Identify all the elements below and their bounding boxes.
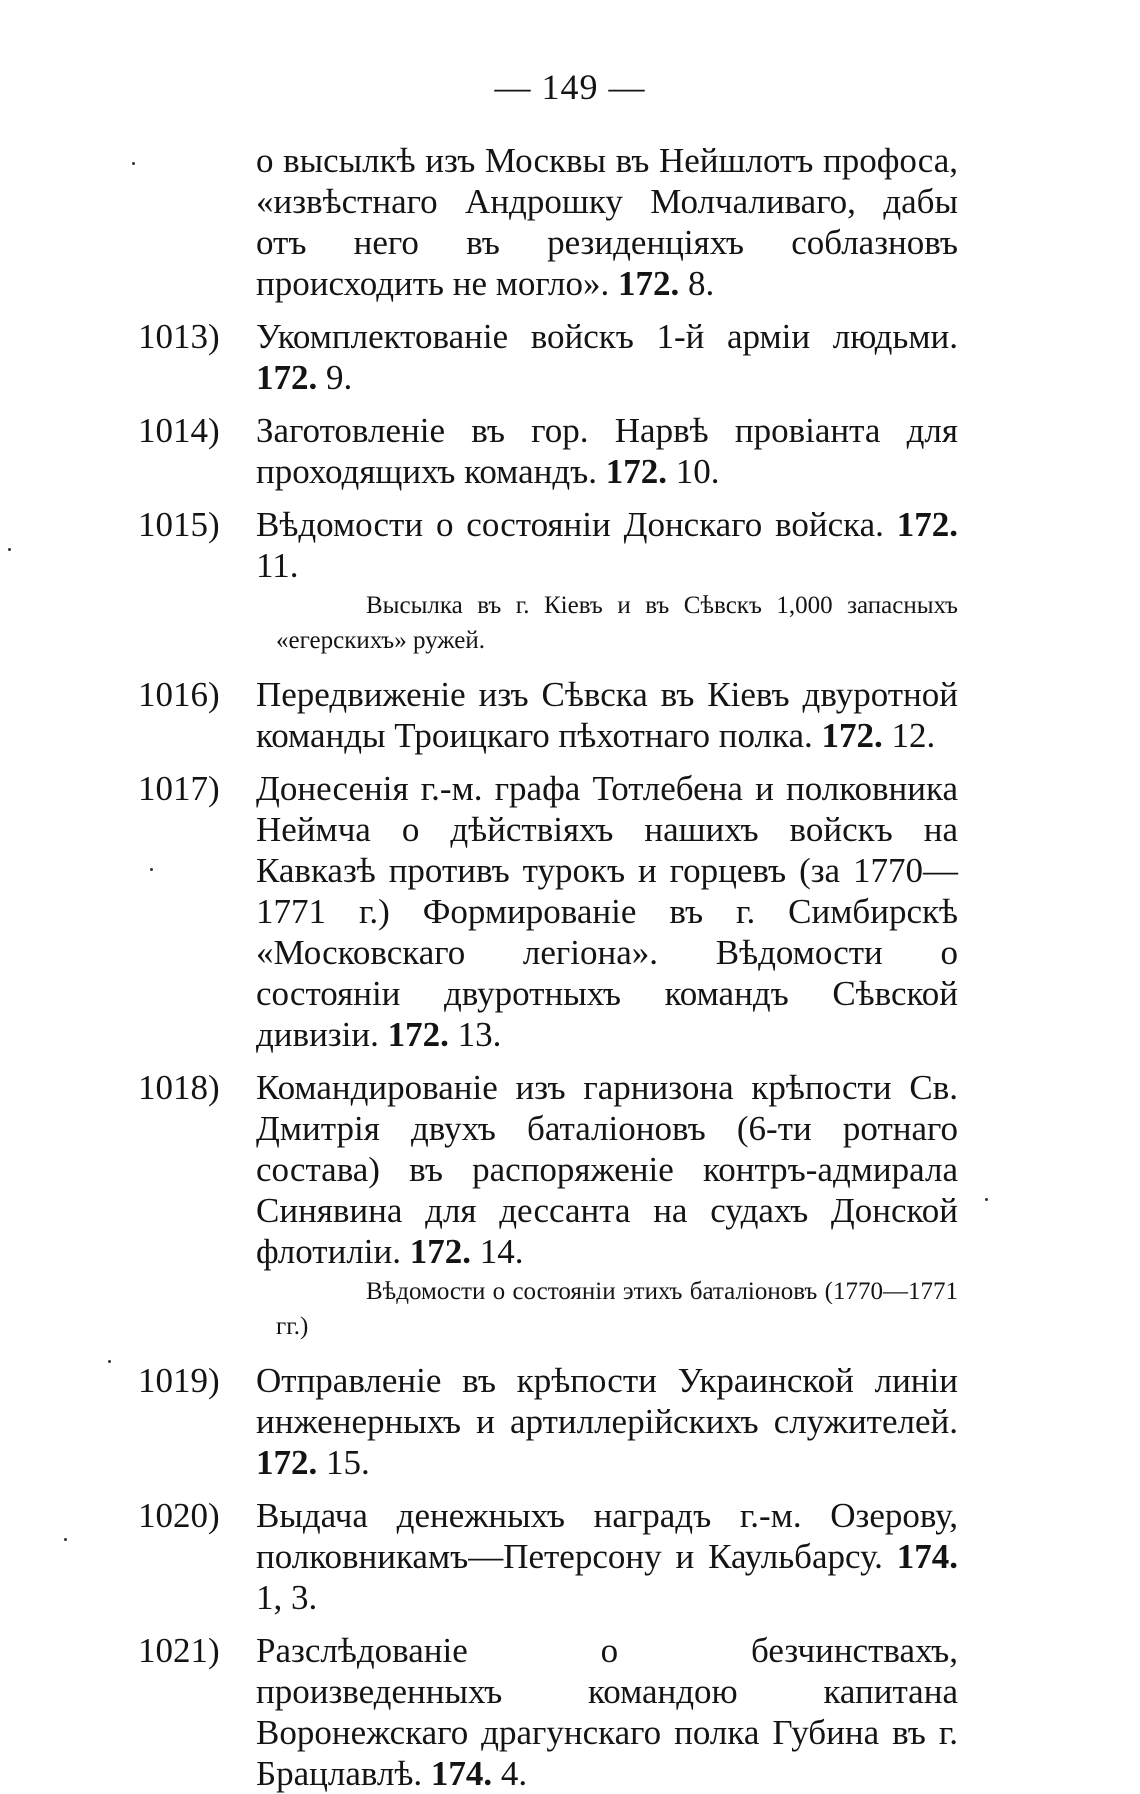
entry-ref-bold: 174. bbox=[896, 1537, 958, 1576]
entry-body: Донесенія г.-м. графа Тотлебена и полковника Неймча о дѣйствіяхъ нашихъ войскъ на Кавказѣ противъ турокъ и горцевъ (за 1770—1771 г.) Формированіе въ г. Симбирскѣ «Московскаго легіона». Вѣдомости о состояніи двуротныхъ командъ Сѣвской дивизіи. bbox=[256, 769, 958, 1054]
entry-ref-bold: 174. bbox=[430, 1754, 493, 1793]
scan-speck bbox=[132, 162, 135, 165]
entry-1017 bbox=[138, 768, 958, 1055]
entry-1020 bbox=[138, 1495, 958, 1618]
entry-ref-rest: 9. bbox=[326, 358, 353, 397]
entry-number: 1019) bbox=[138, 1361, 220, 1400]
scan-speck bbox=[150, 868, 153, 871]
entry-number: 1016) bbox=[138, 675, 220, 714]
continued-entry-text bbox=[256, 140, 958, 304]
entry-text bbox=[256, 674, 958, 756]
entry-ref-bold: 172. bbox=[256, 358, 318, 397]
entry-1021 bbox=[138, 1630, 958, 1794]
entry-body: Отправленіе въ крѣпости Украинской линіи инженерныхъ и артиллерійскихъ служителей. bbox=[256, 1361, 958, 1441]
entry-body: Разслѣдованіе о безчинствахъ, произведенныхъ командою капитана Воронежскаго драгунскаго полка Губина въ г. Брацлавлѣ. bbox=[256, 1631, 958, 1793]
entry-ref-rest: 10. bbox=[675, 452, 720, 491]
entry-body: Командированіе изъ гарнизона крѣпости Св. Дмитрія двухъ баталіоновъ (6-ти ротнаго состава) въ распоряженіе контръ-адмирала Синявина для дессанта на судахъ Донской флотиліи. bbox=[256, 1068, 958, 1271]
entry-text bbox=[256, 1630, 958, 1794]
entry-1016 bbox=[138, 674, 958, 756]
entry-ref-bold: 172. bbox=[896, 505, 959, 544]
entry-body: Укомплектованіе войскъ 1-й арміи людьми. bbox=[256, 317, 958, 356]
entry-ref-rest: 12. bbox=[891, 716, 936, 755]
entry-text bbox=[256, 504, 958, 586]
entry-ref-rest: 15. bbox=[326, 1443, 370, 1482]
entry-1013 bbox=[138, 316, 958, 398]
entry-number: 1014) bbox=[138, 411, 220, 450]
entry-1014 bbox=[138, 410, 958, 492]
entry-ref-rest: 11. bbox=[256, 546, 299, 585]
entry-number: 1018) bbox=[138, 1068, 220, 1107]
entry-text bbox=[256, 316, 958, 398]
scan-speck bbox=[108, 1360, 111, 1363]
entry-list bbox=[138, 140, 958, 1794]
page-number: — 149 — bbox=[494, 67, 646, 107]
entry-number: 1021) bbox=[138, 1631, 220, 1670]
entry-ref-rest: 13. bbox=[457, 1015, 502, 1054]
entry-ref-rest: 1, 3. bbox=[256, 1578, 318, 1617]
entry-ref-bold: 172. bbox=[821, 716, 883, 755]
scan-speck bbox=[985, 1198, 988, 1201]
entry-ref-rest: 14. bbox=[479, 1232, 524, 1271]
continued-entry-ref-bold: 172. bbox=[617, 264, 680, 303]
entry-note: Высылка въ г. Кіевъ и въ Сѣвскъ 1,000 запасныхъ «егерскихъ» ружей. bbox=[276, 592, 958, 654]
scan-speck bbox=[8, 548, 11, 551]
entry-body: Передвиженіе изъ Сѣвска въ Кіевъ двуротной команды Троицкаго пѣхотнаго полка. bbox=[256, 675, 958, 755]
entry-1015 bbox=[138, 504, 958, 586]
entry-text bbox=[256, 1495, 958, 1618]
entry-text bbox=[256, 1067, 958, 1272]
entry-ref-rest: 4. bbox=[500, 1754, 528, 1793]
entry-text bbox=[256, 1360, 958, 1483]
entry-number: 1020) bbox=[138, 1496, 220, 1535]
entry-1018 bbox=[138, 1067, 958, 1272]
entry-ref-bold: 172. bbox=[256, 1443, 318, 1482]
entry-1019 bbox=[138, 1360, 958, 1483]
entry-text bbox=[256, 410, 958, 492]
entry-ref-bold: 172. bbox=[387, 1015, 449, 1054]
entry-body: Вѣдомости о состояніи Донскаго войска. bbox=[256, 505, 884, 544]
scan-speck bbox=[64, 1538, 67, 1541]
entry-ref-bold: 172. bbox=[605, 452, 668, 491]
continued-entry-body: о высылкѣ изъ Москвы въ Нейшлотъ профоса, «извѣстнаго Андрошку Молчаливаго, дабы отъ него въ резиденціяхъ соблазновъ происходить не могло». bbox=[256, 141, 958, 303]
entry-body: Заготовленіе въ гор. Нарвѣ провіанта для проходящихъ командъ. bbox=[256, 411, 958, 491]
entry-number: 1015) bbox=[138, 505, 220, 544]
entry-text bbox=[256, 768, 958, 1055]
entry-note: Вѣдомости о состояніи этихъ баталіоновъ (1770—1771 гг.) bbox=[276, 1278, 958, 1340]
entry-number: 1017) bbox=[138, 769, 220, 808]
entry-body: Выдача денежныхъ наградъ г.-м. Озерову, полковникамъ—Петерсону и Каульбарсу. bbox=[256, 1496, 958, 1576]
entry-ref-bold: 172. bbox=[409, 1232, 472, 1271]
entry-number: 1013) bbox=[138, 317, 220, 356]
continued-entry-ref-rest: 8. bbox=[687, 264, 715, 303]
